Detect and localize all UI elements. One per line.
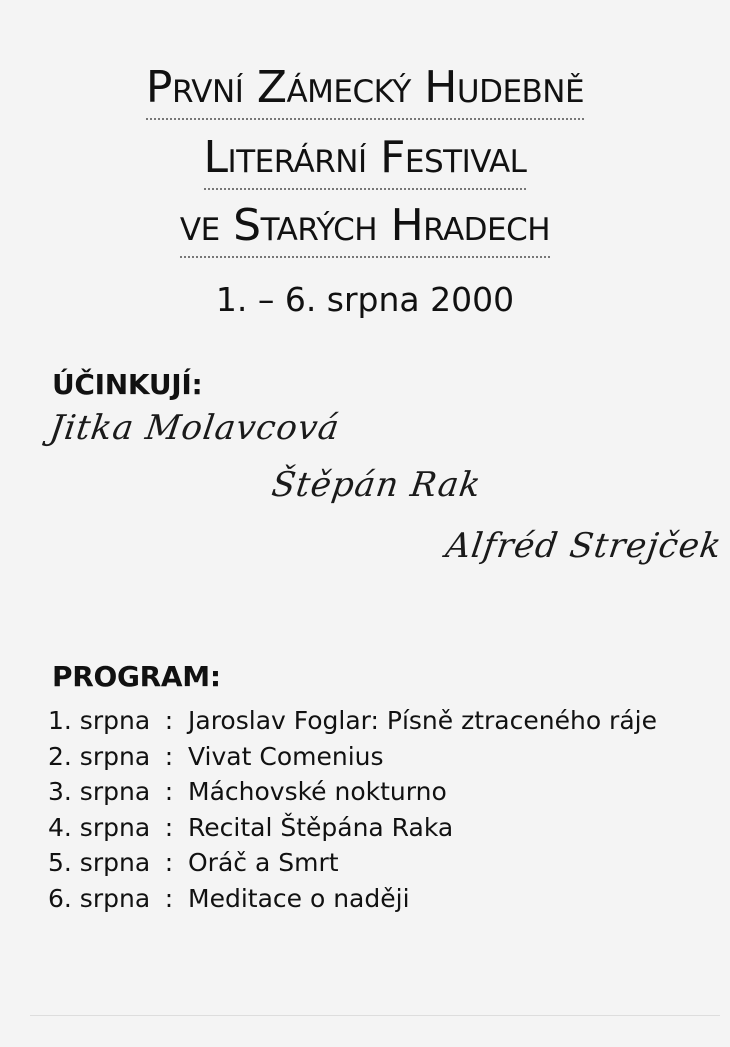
title-line-3 xyxy=(0,200,730,258)
program-separator: : xyxy=(164,777,174,806)
bottom-divider xyxy=(30,1015,720,1016)
program-title: Vivat Comenius xyxy=(188,741,384,771)
program-row xyxy=(48,845,708,881)
program-heading: PROGRAM: xyxy=(52,660,221,693)
program-title: Meditace o naději xyxy=(188,883,410,913)
program-row xyxy=(48,774,708,810)
program-title: Oráč a Smrt xyxy=(188,848,339,877)
program-date: 4. srpna xyxy=(48,812,151,842)
program-title: Jaroslav Foglar: Písně ztraceného ráje xyxy=(188,706,657,735)
program-list xyxy=(48,703,708,916)
program-row xyxy=(48,810,708,846)
program-date: 5. srpna xyxy=(48,848,151,877)
program-row xyxy=(48,881,708,917)
program-date: 1. srpna xyxy=(48,706,151,735)
title-line-2 xyxy=(0,132,730,190)
title-text-2: Literární Festival xyxy=(204,136,527,190)
program-title: Máchovské nokturno xyxy=(188,777,447,806)
program-title: Recital Štěpána Raka xyxy=(188,812,454,842)
festival-dates: 1. – 6. srpna 2000 xyxy=(215,280,515,319)
program-separator: : xyxy=(164,741,174,771)
program-separator: : xyxy=(164,848,174,877)
program-row xyxy=(48,703,708,739)
program-row xyxy=(48,739,708,775)
title-text-3: ve Starých Hradech xyxy=(180,204,550,258)
title-text-1: První Zámecký Hudebně xyxy=(146,66,584,120)
performers-heading: ÚČINKUJÍ: xyxy=(52,368,203,401)
program-date: 3. srpna xyxy=(48,777,151,806)
performer-name: Štěpán Rak xyxy=(269,465,484,505)
performer-name: Alfréd Strejček xyxy=(443,526,725,566)
program-date: 6. srpna xyxy=(48,883,151,913)
program-separator: : xyxy=(164,706,174,735)
performer-name: Jitka Molavcová xyxy=(47,408,343,448)
title-line-1 xyxy=(0,62,730,120)
program-date: 2. srpna xyxy=(48,741,151,771)
program-separator: : xyxy=(164,883,174,913)
program-separator: : xyxy=(164,812,174,842)
